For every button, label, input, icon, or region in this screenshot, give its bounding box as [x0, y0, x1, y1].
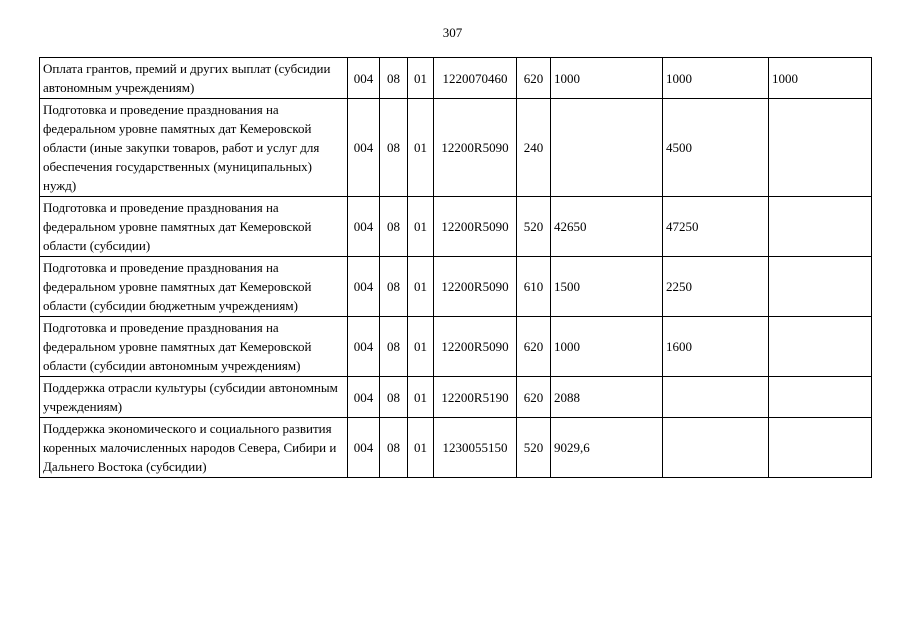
cell-sum-year-3	[769, 377, 872, 418]
budget-table	[39, 57, 872, 478]
cell-ministry-code: 004	[348, 58, 380, 99]
cell-sum-year-2: 4500	[663, 99, 769, 197]
cell-section-code: 08	[380, 418, 408, 478]
cell-target-article: 1220070460	[434, 58, 517, 99]
cell-sum-year-2: 2250	[663, 257, 769, 317]
cell-sum-year-3	[769, 257, 872, 317]
table-body	[40, 58, 872, 478]
cell-section-code: 08	[380, 197, 408, 257]
cell-target-article: 12200R5090	[434, 99, 517, 197]
cell-sum-year-2	[663, 377, 769, 418]
cell-sum-year-3	[769, 317, 872, 377]
cell-target-article: 12200R5090	[434, 197, 517, 257]
cell-name: Оплата грантов, премий и других выплат (субсидии автономным учреждениям)	[40, 58, 348, 99]
cell-subsection-code: 01	[408, 257, 434, 317]
cell-target-article: 12200R5090	[434, 317, 517, 377]
cell-sum-year-2	[663, 418, 769, 478]
table-row	[40, 197, 872, 257]
page-number: 307	[442, 25, 463, 40]
cell-sum-year-3	[769, 197, 872, 257]
cell-name: Поддержка отрасли культуры (субсидии автономным учреждениям)	[40, 377, 348, 418]
cell-name: Подготовка и проведение празднования на федеральном уровне памятных дат Кемеровской области (иные закупки товаров, работ и услуг для обеспечения государственных (муниципальных) нужд)	[40, 99, 348, 197]
table-row	[40, 99, 872, 197]
cell-ministry-code: 004	[348, 197, 380, 257]
cell-ministry-code: 004	[348, 257, 380, 317]
cell-ministry-code: 004	[348, 99, 380, 197]
cell-name: Подготовка и проведение празднования на федеральном уровне памятных дат Кемеровской области (субсидии бюджетным учреждениям)	[40, 257, 348, 317]
cell-target-article: 12200R5190	[434, 377, 517, 418]
cell-sum-year-3	[769, 99, 872, 197]
cell-expense-type: 620	[517, 377, 551, 418]
cell-sum-year-2: 1000	[663, 58, 769, 99]
cell-subsection-code: 01	[408, 418, 434, 478]
cell-subsection-code: 01	[408, 197, 434, 257]
cell-subsection-code: 01	[408, 317, 434, 377]
cell-sum-year-1: 1000	[551, 58, 663, 99]
cell-subsection-code: 01	[408, 58, 434, 99]
cell-name: Подготовка и проведение празднования на федеральном уровне памятных дат Кемеровской области (субсидии)	[40, 197, 348, 257]
cell-target-article: 12200R5090	[434, 257, 517, 317]
cell-sum-year-2: 1600	[663, 317, 769, 377]
cell-sum-year-1: 42650	[551, 197, 663, 257]
cell-ministry-code: 004	[348, 377, 380, 418]
cell-expense-type: 620	[517, 317, 551, 377]
cell-subsection-code: 01	[408, 377, 434, 418]
table-row	[40, 58, 872, 99]
table-row	[40, 418, 872, 478]
cell-sum-year-1: 1500	[551, 257, 663, 317]
cell-subsection-code: 01	[408, 99, 434, 197]
cell-sum-year-1: 1000	[551, 317, 663, 377]
cell-sum-year-1: 2088	[551, 377, 663, 418]
cell-sum-year-1: 9029,6	[551, 418, 663, 478]
cell-section-code: 08	[380, 317, 408, 377]
cell-section-code: 08	[380, 377, 408, 418]
table-row	[40, 317, 872, 377]
table-row	[40, 257, 872, 317]
cell-expense-type: 610	[517, 257, 551, 317]
cell-section-code: 08	[380, 58, 408, 99]
cell-target-article: 1230055150	[434, 418, 517, 478]
cell-section-code: 08	[380, 257, 408, 317]
cell-sum-year-3	[769, 418, 872, 478]
cell-expense-type: 520	[517, 418, 551, 478]
cell-expense-type: 520	[517, 197, 551, 257]
cell-ministry-code: 004	[348, 418, 380, 478]
cell-expense-type: 620	[517, 58, 551, 99]
cell-section-code: 08	[380, 99, 408, 197]
table-row	[40, 377, 872, 418]
cell-ministry-code: 004	[348, 317, 380, 377]
cell-name: Подготовка и проведение празднования на федеральном уровне памятных дат Кемеровской области (субсидии автономным учреждениям)	[40, 317, 348, 377]
cell-expense-type: 240	[517, 99, 551, 197]
cell-name: Поддержка экономического и социального развития коренных малочисленных народов Севера, Сибири и Дальнего Востока (субсидии)	[40, 418, 348, 478]
cell-sum-year-3: 1000	[769, 58, 872, 99]
cell-sum-year-1	[551, 99, 663, 197]
cell-sum-year-2: 47250	[663, 197, 769, 257]
